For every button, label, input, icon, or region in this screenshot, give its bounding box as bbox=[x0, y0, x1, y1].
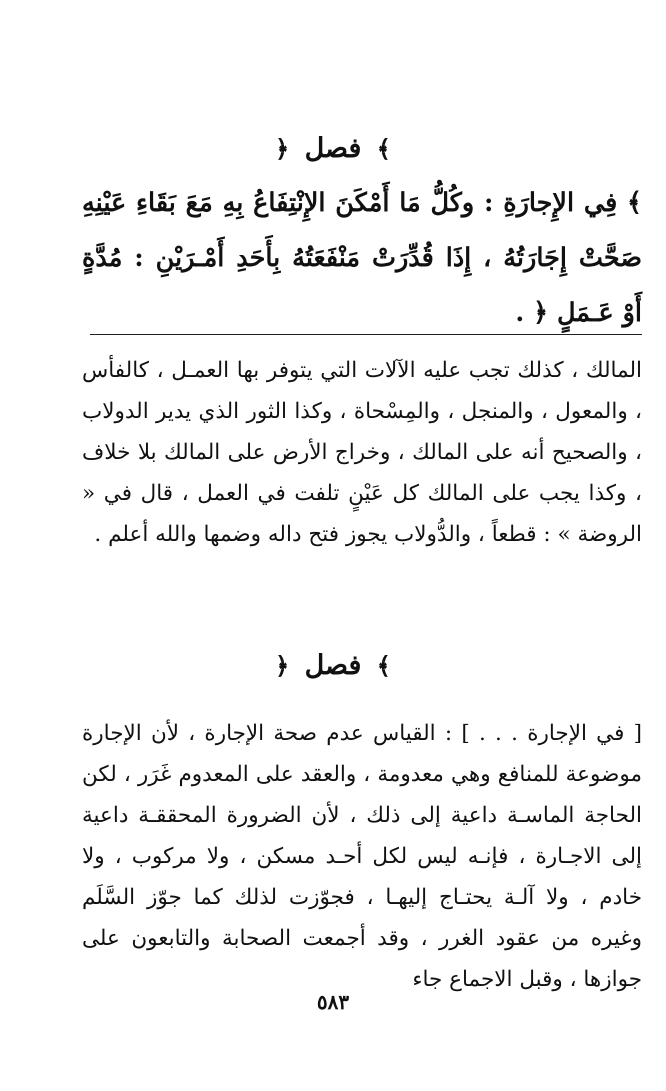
ornament-right: ﴾ bbox=[376, 651, 391, 680]
ornament-right: ﴾ bbox=[376, 134, 391, 163]
commentary-block-2 bbox=[82, 713, 642, 1000]
ornament-left: ﴿ bbox=[275, 134, 290, 163]
page-number: ٥٨٣ bbox=[316, 990, 350, 1014]
section-title-2: فصل bbox=[304, 650, 362, 681]
section-heading-1 bbox=[0, 133, 666, 164]
matn-text: ﴾ فِي الإِجارَةِ : وكُلُّ مَا أَمْكَنَ الإِنْتِفَاعُ بِهِ مَعَ بَقَاءِ عَيْنِهِ صَحَّتْ إِجَارَتُهُ ، إِذَا قُدِّرَتْ مَنْفَعَتُهُ بِأَحَدِ أَمْـرَيْنِ : مُدَّةٍ أَوْ عَـمَلٍ ﴿ . bbox=[82, 188, 642, 328]
commentary-block-1 bbox=[82, 350, 642, 555]
section-heading-2 bbox=[0, 650, 666, 681]
commentary-text-2: [ في الإجارة . . . ] : القياس عدم صحة الإجارة ، لأن الإجارة موضوعة للمنافع وهي معدومة ، والعقد على المعدوم غَرَر ، لكن الحاجة الماسـة داعية إلى ذلك ، لأن الضرورة المحققـة داعية إلى الاجـارة ، فإنـه ليس لكل أحـد مسكن ، ولا مركوب ، ولا خادم ، ولا آلـة يحتـاج إليهـا ، فجوّزت لذلك كما جوّز السَّلَم وغيره من عقود الغرر ، وقد أجمعت الصحابة والتابعون على جوازها ، وقبل الاجماع جاء bbox=[82, 721, 642, 992]
commentary-text-1: المالك ، كذلك تجب عليه الآلات التي يتوفر بها العمـل ، كالفأس ، والمعول ، والمنجل ، والمِسْحاة ، وكذا الثور الذي يدير الدولاب ، والصحيح أنه على المالك ، وخراج الأرض على المالك بلا خلاف ، وكذا يجب على المالك كل عَيْنٍ تلفت في العمل ، قال في « الروضة » : قطعاً ، والدُّولاب يجوز فتح داله وضمها والله أعلم . bbox=[82, 358, 642, 547]
divider-line bbox=[90, 334, 642, 335]
ornament-left: ﴿ bbox=[275, 651, 290, 680]
matn-text-block bbox=[82, 176, 642, 341]
section-title-1: فصل bbox=[304, 133, 362, 164]
